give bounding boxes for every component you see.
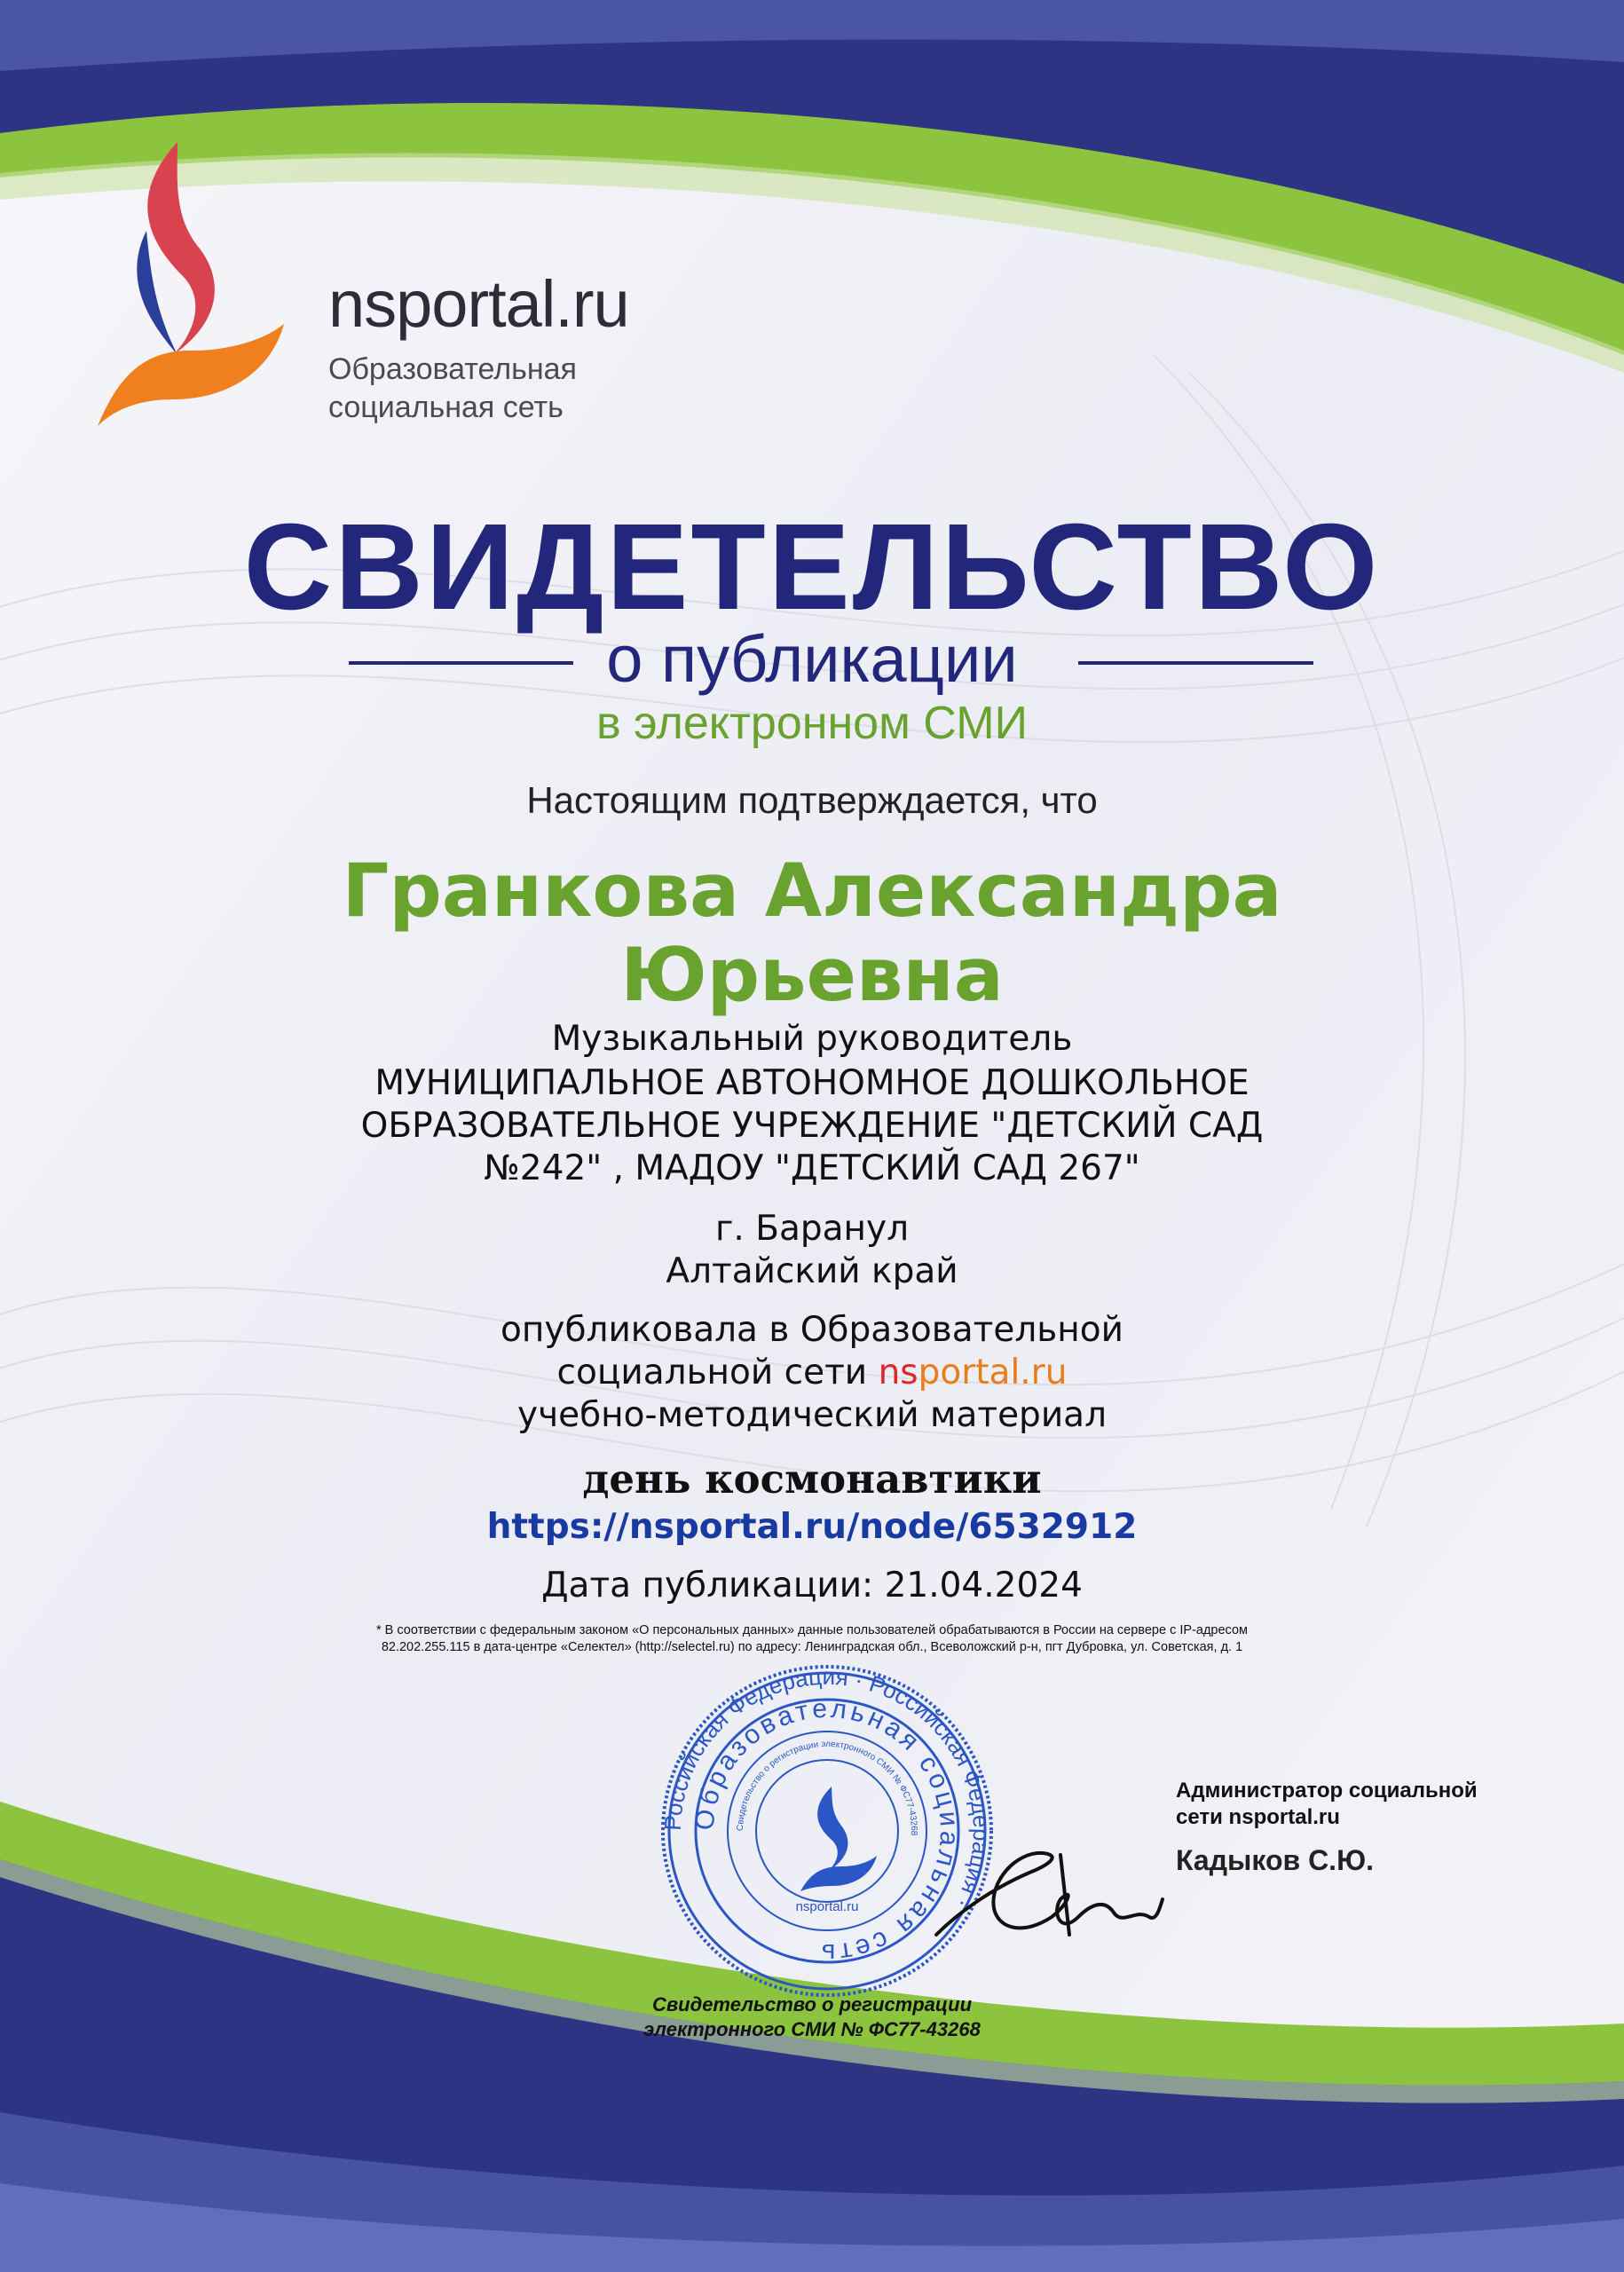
stamp-center-label: nsportal.ru [795,1899,859,1914]
admin-name: Кадыков С.Ю. [1176,1844,1374,1876]
publication-date: Дата публикации: 21.04.2024 [541,1566,1083,1605]
recipient-organization: МУНИЦИПАЛЬНОЕ АВТОНОМНОЕ ДОШКОЛЬНОЕ ОБРАЗОВАТЕЛЬНОЕ УЧРЕЖДЕНИЕ "ДЕТСКИЙ САД №242" , МАДОУ "ДЕТСКИЙ САД 267" [360,1063,1264,1188]
logo-subtitle-line1: Образовательная [328,352,577,386]
certificate-subtitle: о публикации [606,622,1018,696]
published-statement [0,1309,1624,1437]
footnote-line2: 82.202.255.115 в дата-центре «Селектел» (http://selectel.ru) по адресу: Ленинградская обл., Всеволожский р-н, пгт Дубровка, ул. Советская, д. 1 [381,1640,1243,1654]
footnote-line1: * В соответствии с федеральным законом «О персональных данных» данные пользователей обрабатываются в России на сервере с IP-адресом [376,1623,1248,1637]
recipient-position: Музыкальный руководитель [551,1019,1073,1059]
registration-line2: электронного СМИ № ФС77-43268 [643,2018,981,2040]
logo-subtitle [328,351,577,427]
published-line3: учебно-методический материал [517,1395,1107,1435]
stamp-flame-icon [800,1787,877,1891]
recipient-name-line2: Юрьевна [620,932,1004,1018]
logo-name: nsportal.ru [328,267,629,341]
confirm-text: Настоящим подтверждается, что [526,779,1098,821]
published-line2 [0,1352,1624,1394]
subtitle-row [0,621,1624,696]
nsportal-logo-icon [93,133,288,435]
certificate-title: СВИДЕТЕЛЬСТВО [243,499,1381,635]
recipient-name-line1: Гранкова Александра [342,848,1282,934]
logo-subtitle-line2: социальная сеть [328,390,564,424]
material-link[interactable]: https://nsportal.ru/node/6532912 [486,1507,1138,1547]
registration-note [0,1992,1624,2042]
registration-line1: Свидетельство о регистрации [651,1993,973,2016]
material-title: день космонавтики [582,1456,1042,1503]
admin-title-line2: сети nsportal.ru [1176,1805,1340,1829]
published-line2-prefix: социальной сети [556,1353,879,1392]
recipient-city: г. Баранул [714,1209,910,1249]
admin-signature [927,1802,1167,1952]
stamp-outer-text: Российская Федерация · Российская Федерация · [658,1662,996,1913]
stamp-middle-text: Образовательная социальная сеть [690,1693,965,1968]
published-brand-rest: portal.ru [918,1353,1068,1392]
footnote [266,1622,1358,1656]
recipient-region: Алтайский край [666,1251,958,1291]
stamp-inner-text: Свидетельство о регистрации электронного СМИ № ФС77-43268 [735,1739,919,1836]
published-brand-ns: ns [878,1353,918,1392]
admin-title [1176,1778,1478,1831]
published-line1: опубликовала в Образовательной [501,1310,1123,1350]
certificate-subtitle2: в электронном СМИ [596,698,1028,749]
admin-title-line1: Администратор социальной [1176,1779,1478,1803]
